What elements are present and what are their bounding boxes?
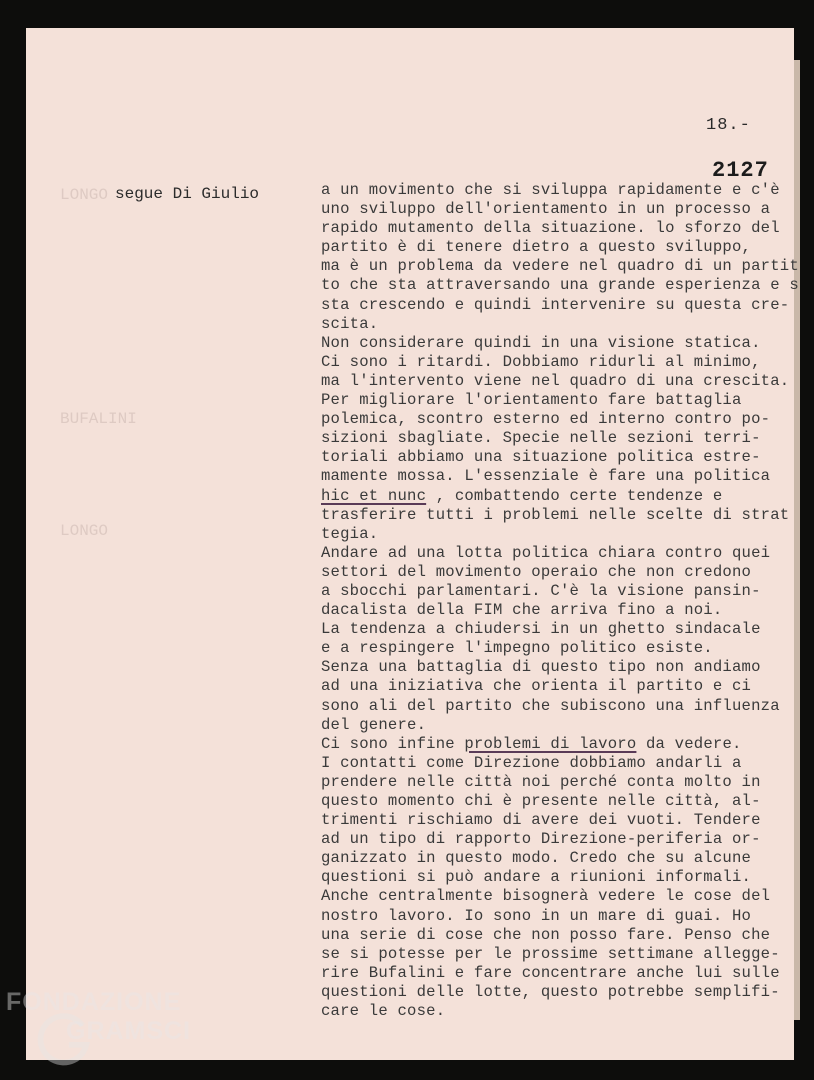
text-line: questioni delle lotte, questo potrebbe semplifi- [321,982,780,1001]
bleed-through-text: LONGO [60,522,109,540]
text-line: rire Bufalini e fare concentrare anche lui sulle [321,963,780,982]
text-line: questo momento chi è presente nelle città, al- [321,792,761,810]
text-line: una serie di cose che non posso fare. Penso che [321,925,771,944]
text-line: rapido mutamento della situazione. lo sforzo del [321,219,780,238]
text-fragment: Ci sono infine [321,734,465,753]
text-line: a un movimento che si sviluppa rapidamente e c'è [321,181,780,199]
underlined-phrase: problemi di lavoro [464,734,637,753]
speaker-label: segue Di Giulio [115,185,260,203]
text-line: tegia. [321,524,379,543]
text-line: dacalista della FIM che arriva fino a noi. [321,601,723,620]
text-line-underlined [321,735,796,754]
document-number: 2127 [712,158,769,183]
text-line: partito è di tenere dietro a questo sviluppo, [321,238,752,257]
text-line: Non considerare quindi in una visione statica. [321,333,761,352]
text-fragment: da vedere. [636,734,742,753]
bleed-through-text: BUFALINI [60,410,137,428]
watermark-line1: FONDAZIONE [6,988,182,1016]
text-line: Andare ad una lotta politica chiara contro quei [321,543,771,562]
text-line: se si potesse per le prossime settimane allegge- [321,944,780,963]
text-line: uno sviluppo dell'orientamento in un processo a [321,200,771,219]
text-line: prendere nelle città noi perché conta molto in [321,772,761,791]
text-line: Ci sono i ritardi. Dobbiamo ridurli al minimo, [321,352,761,371]
text-line: scita. [321,314,379,333]
text-line: La tendenza a chiudersi in un ghetto sindacale [321,620,761,639]
text-line: ad una iniziativa che orienta il partito e ci [321,677,752,696]
text-line: trimenti rischiamo di avere dei vuoti. Tendere [321,811,761,830]
text-line: questioni si può andare a riunioni informali. [321,868,752,887]
text-line-underlined [321,487,796,506]
text-line: ma è un problema da vedere nel quadro di un partit [321,257,799,276]
text-fragment: , combattendo certe tendenze e [426,486,723,505]
gramsci-logo-icon [36,1012,94,1070]
text-line: sta crescendo e quindi intervenire su questa cre- [321,295,790,314]
text-line: mamente mossa. L'essenziale è fare una politica [321,467,771,486]
text-line: Senza una battaglia di questo tipo non andiamo [321,658,761,677]
underlined-phrase: hic et nunc [321,486,427,505]
body-text [321,181,799,1021]
text-line: ma l'intervento viene nel quadro di una crescita. [321,371,790,390]
text-line: polemica, scontro esterno ed interno contro po- [321,410,771,429]
text-line: del genere. [321,715,427,734]
text-line: care le cose. [321,1002,446,1021]
watermark-line2: GRAMSCI [66,1017,192,1045]
text-line: nostro lavoro. Io sono in un mare di guai. Ho [321,906,752,925]
text-line: trasferire tutti i problemi nelle scelte di strat [321,505,790,524]
text-line: settori del movimento operaio che non credono [321,562,752,581]
text-line: a sbocchi parlamentari. C'è la visione pansin- [321,581,761,600]
text-line: e a respingere l'impegno politico esiste. [321,639,713,658]
text-line: I contatti come Direzione dobbiamo andarli a [321,753,742,772]
fondazione-gramsci-watermark [6,990,191,1044]
bleed-through-text: LONGO [60,186,109,204]
text-line: Anche centralmente bisognerà vedere le cose del [321,887,771,906]
text-line: ganizzato in questo modo. Credo che su alcune [321,849,752,868]
text-line: toriali abbiamo una situazione politica estre- [321,448,761,467]
text-line: sono ali del partito che subiscono una influenza [321,696,780,715]
text-line: to che sta attraversando una grande esperienza e s [321,276,799,295]
text-line: ad un tipo di rapporto Direzione-periferia or- [321,830,761,849]
text-line: Per migliorare l'orientamento fare battaglia [321,391,742,410]
text-line: sizioni sbagliate. Specie nelle sezioni terri- [321,429,761,448]
page-number: 18.- [706,116,751,135]
